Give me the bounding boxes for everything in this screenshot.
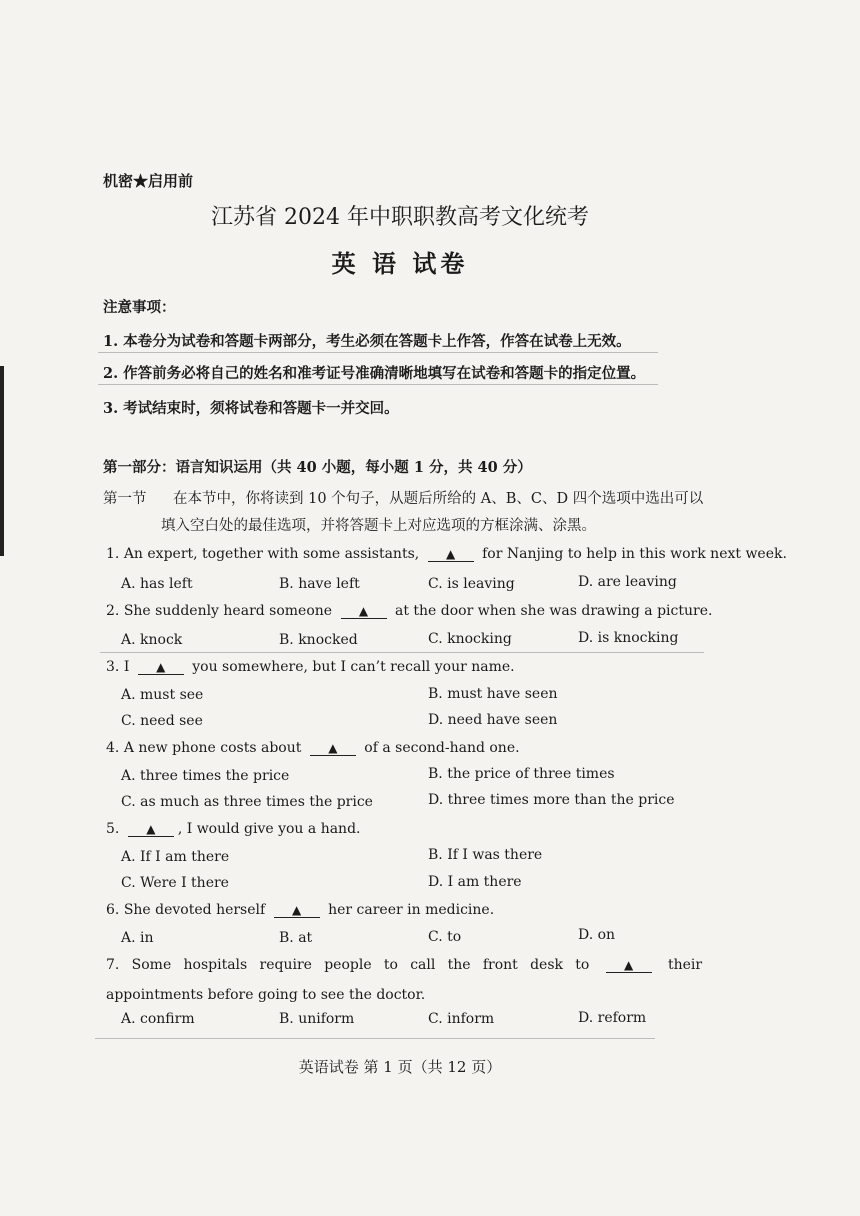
option: B. uniform [279, 1011, 355, 1027]
answer-blank [606, 958, 652, 973]
option: D. is knocking [578, 630, 679, 646]
option: B. If I was there [428, 847, 543, 863]
confidential-label: 机密★启用前 [103, 172, 194, 190]
option: A. If I am there [121, 849, 230, 865]
triangle-icon: ▲ [446, 547, 456, 561]
option: C. Were I there [121, 875, 229, 891]
section-instruction [103, 487, 703, 508]
option: A. in [121, 930, 154, 946]
divider [98, 352, 658, 353]
option: B. at [279, 930, 313, 946]
option: A. knock [121, 632, 183, 648]
exam-title: 江苏省 2024 年中职职教高考文化统考 [211, 205, 589, 230]
instruction-line-2: 填入空白处的最佳选项，并将答题卡上对应选项的方框涂满、涂黑。 [161, 518, 596, 534]
notice-item: 2. 作答前务必将自己的姓名和准考证号准确清晰地填写在试卷和答题卡的指定位置。 [103, 365, 646, 382]
notice-item: 1. 本卷分为试卷和答题卡两部分，考生必须在答题卡上作答，作答在试卷上无效。 [103, 333, 631, 350]
divider [100, 652, 704, 653]
scan-edge-mark [0, 366, 4, 556]
instruction-line-1: 在本节中，你将读到 10 个句子，从题后所给的 A、B、C、D 四个选项中选出可以 [173, 491, 704, 507]
divider [95, 1038, 655, 1039]
option: B. have left [279, 576, 360, 592]
option: D. three times more than the price [428, 792, 675, 808]
part1-heading: 第一部分：语言知识运用（共 40 小题，每小题 1 分，共 40 分） [103, 459, 532, 476]
answer-blank [428, 547, 474, 562]
question-2: 2. She suddenly heard someone ▲ at the door when she was drawing a picture. [106, 603, 713, 619]
answer-blank [341, 604, 387, 619]
option: A. three times the price [121, 768, 290, 784]
answer-blank [128, 822, 174, 837]
option: D. on [578, 927, 616, 943]
option: B. knocked [279, 632, 358, 648]
option: D. I am there [428, 874, 522, 890]
triangle-icon: ▲ [292, 903, 302, 917]
option: C. inform [428, 1011, 495, 1027]
answer-blank [310, 741, 356, 756]
question-7: 7. Some hospitals require people to call the front desk to ▲ their appointments before going to see the doctor. [106, 957, 703, 1003]
option: D. need have seen [428, 712, 558, 728]
answer-blank [138, 660, 184, 675]
question-5: 5. ▲ , I would give you a hand. [106, 821, 361, 837]
option: B. must have seen [428, 686, 558, 702]
triangle-icon: ▲ [328, 741, 338, 755]
option: C. to [428, 929, 462, 945]
option: C. need see [121, 713, 203, 729]
divider [98, 384, 658, 385]
triangle-icon: ▲ [358, 604, 369, 618]
option: C. is leaving [428, 576, 515, 592]
option: A. has left [121, 576, 193, 592]
option: D. reform [578, 1010, 647, 1026]
question-3: 3. I ▲ you somewhere, but I can’t recall your name. [106, 659, 515, 675]
subject-title: 英 语 试卷 [331, 249, 469, 278]
option: C. knocking [428, 631, 512, 647]
triangle-icon: ▲ [156, 660, 166, 674]
question-4: 4. A new phone costs about ▲ of a second-hand one. [106, 740, 520, 756]
triangle-icon: ▲ [146, 822, 156, 836]
option: D. are leaving [578, 574, 677, 590]
page-footer: 英语试卷 第 1 页（共 12 页） [298, 1058, 502, 1076]
option: B. the price of three times [428, 766, 615, 782]
notice-heading: 注意事项： [103, 299, 176, 316]
option: A. confirm [121, 1011, 195, 1027]
answer-blank [274, 903, 320, 918]
triangle-icon: ▲ [624, 958, 634, 972]
option: A. must see [121, 687, 204, 703]
section-label: 第一节 [103, 491, 147, 507]
notice-item: 3. 考试结束时，须将试卷和答题卡一并交回。 [103, 400, 399, 417]
question-1: 1. An expert, together with some assistants, ▲ for Nanjing to help in this work next week. [106, 546, 787, 562]
option: C. as much as three times the price [121, 794, 373, 810]
question-6: 6. She devoted herself ▲ her career in medicine. [106, 902, 495, 918]
